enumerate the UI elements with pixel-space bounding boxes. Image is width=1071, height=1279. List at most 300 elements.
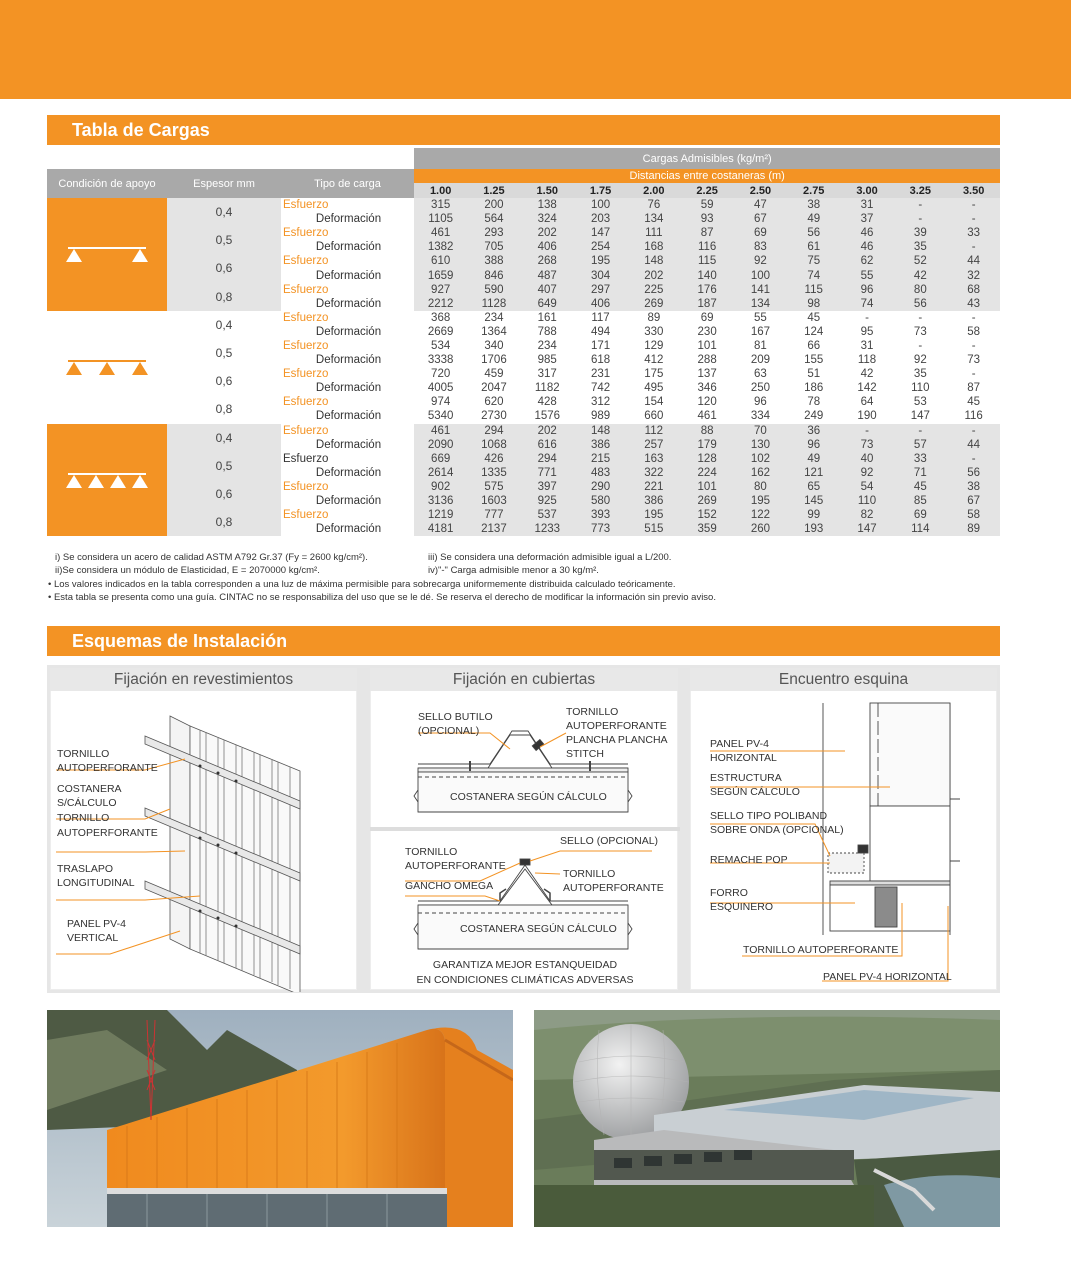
load-value: 580 xyxy=(574,494,627,508)
load-value: 53 xyxy=(894,395,947,409)
support-condition-icon xyxy=(62,244,152,264)
label-tornillo-right-b: AUTOPERFORANTE xyxy=(563,882,664,894)
load-value: 31 xyxy=(840,198,893,212)
load-value: 1382 xyxy=(414,240,467,254)
load-value: 487 xyxy=(521,268,574,282)
load-value: 51 xyxy=(787,367,840,381)
load-value: 386 xyxy=(627,494,680,508)
load-value: 176 xyxy=(680,283,733,297)
section-title-tabla: Tabla de Cargas xyxy=(47,115,1000,145)
espesor-cell: 0,8 xyxy=(167,283,281,311)
load-value: 65 xyxy=(787,480,840,494)
label-sello-butilo-opc: (OPCIONAL) xyxy=(418,725,480,737)
label-estructura-b: SEGÚN CÁLCULO xyxy=(710,786,800,798)
load-value: 116 xyxy=(680,240,733,254)
load-value: 459 xyxy=(467,367,520,381)
load-value: 660 xyxy=(627,409,680,423)
load-value: 393 xyxy=(574,508,627,522)
load-type-label: Deformación xyxy=(281,325,414,339)
load-value: 82 xyxy=(840,508,893,522)
load-value: 346 xyxy=(680,381,733,395)
header-span: 3.50 xyxy=(947,183,1000,198)
label-panel-pv4-b: HORIZONTAL xyxy=(710,752,777,764)
note-1: i) Se considera un acero de calidad ASTM A792 Gr.37 (Fy = 2600 kg/cm²). xyxy=(55,552,368,563)
load-value: 610 xyxy=(414,254,467,268)
table-row xyxy=(47,283,1000,297)
load-value: 2614 xyxy=(414,466,467,480)
load-value: 73 xyxy=(840,438,893,452)
load-value: 64 xyxy=(840,395,893,409)
load-value: 288 xyxy=(680,353,733,367)
espesor-cell: 0,5 xyxy=(167,339,281,367)
espesor-cell: 0,5 xyxy=(167,226,281,254)
header-span: 1.25 xyxy=(467,183,520,198)
load-type-label: Esfuerzo xyxy=(281,395,414,409)
table-row xyxy=(47,339,1000,353)
load-value: 330 xyxy=(627,325,680,339)
load-value: 138 xyxy=(521,198,574,212)
load-value: 317 xyxy=(521,367,574,381)
load-value: 186 xyxy=(787,381,840,395)
load-value: 304 xyxy=(574,268,627,282)
load-value: 163 xyxy=(627,452,680,466)
load-value: 81 xyxy=(734,339,787,353)
load-value: 221 xyxy=(627,480,680,494)
load-value: 102 xyxy=(734,452,787,466)
load-type-label: Esfuerzo xyxy=(281,452,414,466)
load-type-label: Deformación xyxy=(281,438,414,452)
load-value: 83 xyxy=(734,240,787,254)
load-type-label: Esfuerzo xyxy=(281,283,414,297)
load-value: 42 xyxy=(840,367,893,381)
load-value: 148 xyxy=(627,254,680,268)
diagram-esquina xyxy=(689,667,998,991)
load-type-label: Deformación xyxy=(281,212,414,226)
label-tornillo-3b: AUTOPERFORANTE xyxy=(57,827,158,839)
load-value: 788 xyxy=(521,325,574,339)
load-type-label: Deformación xyxy=(281,494,414,508)
diagram-cubiertas xyxy=(369,667,679,991)
load-value: 46 xyxy=(840,226,893,240)
espesor-cell: 0,6 xyxy=(167,480,281,508)
load-value: 43 xyxy=(947,297,1000,311)
photo-orange-building xyxy=(47,1010,513,1227)
label-tornillo-top-a: TORNILLO xyxy=(566,706,619,718)
load-value: 73 xyxy=(947,353,1000,367)
load-value: 649 xyxy=(521,297,574,311)
load-value: 925 xyxy=(521,494,574,508)
header-span: 2.50 xyxy=(734,183,787,198)
load-type-label: Deformación xyxy=(281,353,414,367)
header-span: 2.75 xyxy=(787,183,840,198)
support-triangle xyxy=(132,249,148,262)
load-type-label: Esfuerzo xyxy=(281,424,414,438)
load-value: 202 xyxy=(521,424,574,438)
load-value: 494 xyxy=(574,325,627,339)
load-value: 209 xyxy=(734,353,787,367)
load-value: 359 xyxy=(680,522,733,536)
load-value: 2047 xyxy=(467,381,520,395)
load-value: 1335 xyxy=(467,466,520,480)
espesor-cell: 0,6 xyxy=(167,254,281,282)
label-panel-b: VERTICAL xyxy=(67,932,119,944)
load-value: 1659 xyxy=(414,268,467,282)
load-value: 100 xyxy=(574,198,627,212)
load-value: 257 xyxy=(627,438,680,452)
load-value: 720 xyxy=(414,367,467,381)
load-value: 225 xyxy=(627,283,680,297)
label-panel-a: PANEL PV-4 xyxy=(67,918,126,930)
load-value: - xyxy=(947,311,1000,325)
header-span: 2.25 xyxy=(680,183,733,198)
load-value: 95 xyxy=(840,325,893,339)
load-value: 461 xyxy=(414,226,467,240)
load-value: 1068 xyxy=(467,438,520,452)
load-value: 742 xyxy=(574,381,627,395)
header-span: 3.00 xyxy=(840,183,893,198)
load-value: 137 xyxy=(680,367,733,381)
table-row xyxy=(47,452,1000,466)
load-value: 162 xyxy=(734,466,787,480)
label-garantiza-b: EN CONDICIONES CLIMÁTICAS ADVERSAS xyxy=(416,974,634,986)
label-forro-b: ESQUINERO xyxy=(710,901,774,913)
load-value: 234 xyxy=(521,339,574,353)
load-value: 68 xyxy=(947,283,1000,297)
load-value: 58 xyxy=(947,325,1000,339)
espesor-cell: 0,8 xyxy=(167,508,281,536)
diagram-revestimientos-drawing xyxy=(50,691,359,992)
load-value: 128 xyxy=(680,452,733,466)
support-triangle xyxy=(66,362,82,375)
photo-dome-building xyxy=(534,1010,1000,1227)
load-type-label: Esfuerzo xyxy=(281,508,414,522)
load-value: 974 xyxy=(414,395,467,409)
load-value: 461 xyxy=(680,409,733,423)
load-value: 52 xyxy=(894,254,947,268)
load-value: - xyxy=(947,198,1000,212)
load-value: 45 xyxy=(894,480,947,494)
load-value: 315 xyxy=(414,198,467,212)
load-value: 101 xyxy=(680,339,733,353)
load-value: 142 xyxy=(840,381,893,395)
label-tornillo-1a: TORNILLO xyxy=(57,748,110,760)
load-value: 38 xyxy=(947,480,1000,494)
load-value: 4181 xyxy=(414,522,467,536)
label-tornillo-3a: TORNILLO xyxy=(57,812,110,824)
load-value: 63 xyxy=(734,367,787,381)
load-value: 260 xyxy=(734,522,787,536)
load-value: 49 xyxy=(787,212,840,226)
load-value: 89 xyxy=(627,311,680,325)
load-value: 179 xyxy=(680,438,733,452)
load-value: 44 xyxy=(947,438,1000,452)
load-value: 134 xyxy=(627,212,680,226)
load-value: 902 xyxy=(414,480,467,494)
load-value: 71 xyxy=(894,466,947,480)
load-value: 1706 xyxy=(467,353,520,367)
label-sello-opcional: SELLO (OPCIONAL) xyxy=(560,835,659,847)
load-value: 203 xyxy=(574,212,627,226)
load-value: 58 xyxy=(947,508,1000,522)
load-value: 122 xyxy=(734,508,787,522)
espesor-cell: 0,4 xyxy=(167,311,281,339)
load-value: 92 xyxy=(840,466,893,480)
espesor-cell: 0,4 xyxy=(167,198,281,226)
load-value: 669 xyxy=(414,452,467,466)
header-span: 1.50 xyxy=(521,183,574,198)
load-value: - xyxy=(947,367,1000,381)
support-triangle xyxy=(132,362,148,375)
header-blank xyxy=(47,148,414,169)
load-value: 846 xyxy=(467,268,520,282)
diagram-title-cubiertas: Fijación en cubiertas xyxy=(370,668,678,691)
load-value: 121 xyxy=(787,466,840,480)
espesor-cell: 0,8 xyxy=(167,395,281,423)
load-value: 224 xyxy=(680,466,733,480)
load-value: 386 xyxy=(574,438,627,452)
header-espesor: Espesor mm xyxy=(167,169,281,198)
load-value: 45 xyxy=(787,311,840,325)
load-type-label: Deformación xyxy=(281,240,414,254)
load-value: 293 xyxy=(467,226,520,240)
load-value: 148 xyxy=(574,424,627,438)
support-triangle xyxy=(66,249,82,262)
load-value: 249 xyxy=(787,409,840,423)
label-traslapo-b: LONGITUDINAL xyxy=(57,877,135,889)
load-value: 985 xyxy=(521,353,574,367)
load-value: 190 xyxy=(840,409,893,423)
load-value: - xyxy=(894,212,947,226)
load-value: 616 xyxy=(521,438,574,452)
label-tornillo-autoperforante: TORNILLO AUTOPERFORANTE xyxy=(743,944,899,956)
load-value: 93 xyxy=(680,212,733,226)
label-panel-pv4-a: PANEL PV-4 xyxy=(710,738,769,750)
load-type-label: Esfuerzo xyxy=(281,198,414,212)
load-value: 117 xyxy=(574,311,627,325)
load-value: 340 xyxy=(467,339,520,353)
label-sello-poliband-a: SELLO TIPO POLIBAND xyxy=(710,810,828,822)
load-value: 147 xyxy=(840,522,893,536)
label-estructura-a: ESTRUCTURA xyxy=(710,772,782,784)
load-value: 35 xyxy=(894,367,947,381)
load-value: 89 xyxy=(947,522,1000,536)
load-value: 461 xyxy=(414,424,467,438)
load-value: 54 xyxy=(840,480,893,494)
load-type-label: Esfuerzo xyxy=(281,254,414,268)
load-value: 1128 xyxy=(467,297,520,311)
load-value: 2669 xyxy=(414,325,467,339)
load-type-label: Esfuerzo xyxy=(281,226,414,240)
load-value: 152 xyxy=(680,508,733,522)
label-sello-poliband-b: SOBRE ONDA (OPCIONAL) xyxy=(710,824,844,836)
load-table xyxy=(47,148,1000,536)
load-value: 44 xyxy=(947,254,1000,268)
table-row xyxy=(47,395,1000,409)
load-value: 69 xyxy=(734,226,787,240)
load-value: 49 xyxy=(787,452,840,466)
load-value: 406 xyxy=(521,240,574,254)
load-value: 80 xyxy=(734,480,787,494)
load-value: 4005 xyxy=(414,381,467,395)
load-value: 215 xyxy=(574,452,627,466)
label-costanera-bot: COSTANERA SEGÚN CÁLCULO xyxy=(460,923,617,935)
load-value: 118 xyxy=(840,353,893,367)
load-value: 175 xyxy=(627,367,680,381)
load-value: 426 xyxy=(467,452,520,466)
load-type-label: Esfuerzo xyxy=(281,367,414,381)
load-value: 483 xyxy=(574,466,627,480)
label-tornillo-right-a: TORNILLO xyxy=(563,868,616,880)
load-value: 297 xyxy=(574,283,627,297)
load-value: 193 xyxy=(787,522,840,536)
load-value: 124 xyxy=(787,325,840,339)
load-value: 2090 xyxy=(414,438,467,452)
load-value: 254 xyxy=(574,240,627,254)
load-value: 564 xyxy=(467,212,520,226)
load-value: 195 xyxy=(734,494,787,508)
load-value: 55 xyxy=(840,268,893,282)
support-condition-cell xyxy=(47,424,167,537)
load-value: 202 xyxy=(521,226,574,240)
load-value: - xyxy=(947,240,1000,254)
table-row xyxy=(47,226,1000,240)
load-value: 62 xyxy=(840,254,893,268)
load-value: 1233 xyxy=(521,522,574,536)
load-value: 134 xyxy=(734,297,787,311)
note-2: ii)Se considera un módulo de Elasticidad, E = 2070000 kg/cm². xyxy=(55,565,320,576)
header-tipo: Tipo de carga xyxy=(281,169,414,198)
load-value: 167 xyxy=(734,325,787,339)
load-type-label: Esfuerzo xyxy=(281,339,414,353)
espesor-cell: 0,4 xyxy=(167,424,281,452)
load-value: 231 xyxy=(574,367,627,381)
load-value: 3136 xyxy=(414,494,467,508)
label-costanera-a: COSTANERA xyxy=(57,783,122,795)
load-value: 88 xyxy=(680,424,733,438)
load-value: 230 xyxy=(680,325,733,339)
load-value: 55 xyxy=(734,311,787,325)
support-triangle xyxy=(66,475,82,488)
table-row xyxy=(47,311,1000,325)
load-value: 56 xyxy=(787,226,840,240)
load-value: 195 xyxy=(574,254,627,268)
load-value: 38 xyxy=(787,198,840,212)
load-value: 1105 xyxy=(414,212,467,226)
load-value: 37 xyxy=(840,212,893,226)
label-panel-horizontal: PANEL PV-4 HORIZONTAL xyxy=(823,971,952,983)
load-value: 368 xyxy=(414,311,467,325)
load-value: - xyxy=(894,424,947,438)
note-3: iii) Se considera una deformación admisible igual a L/200. xyxy=(428,552,672,563)
load-value: 129 xyxy=(627,339,680,353)
diagram-title-revestimientos: Fijación en revestimientos xyxy=(50,668,357,691)
load-value: 87 xyxy=(947,381,1000,395)
load-value: 116 xyxy=(947,409,1000,423)
load-value: 115 xyxy=(680,254,733,268)
support-condition-icon xyxy=(62,470,152,490)
diagram-title-esquina: Encuentro esquina xyxy=(690,668,997,691)
load-type-label: Esfuerzo xyxy=(281,480,414,494)
note-4: iv)"-" Carga admisible menor a 30 kg/m². xyxy=(428,565,599,576)
load-value: 1219 xyxy=(414,508,467,522)
load-value: 96 xyxy=(734,395,787,409)
load-value: 110 xyxy=(894,381,947,395)
load-value: 73 xyxy=(894,325,947,339)
load-value: 145 xyxy=(787,494,840,508)
load-value: 120 xyxy=(680,395,733,409)
header-condicion: Condición de apoyo xyxy=(47,169,167,198)
support-triangle xyxy=(132,475,148,488)
load-value: 195 xyxy=(627,508,680,522)
load-value: 234 xyxy=(467,311,520,325)
load-value: 47 xyxy=(734,198,787,212)
section-title-esquemas: Esquemas de Instalación xyxy=(47,626,1000,656)
load-value: 334 xyxy=(734,409,787,423)
table-row xyxy=(47,367,1000,381)
load-value: 1603 xyxy=(467,494,520,508)
load-value: 69 xyxy=(680,311,733,325)
load-value: 250 xyxy=(734,381,787,395)
load-value: 141 xyxy=(734,283,787,297)
load-value: 67 xyxy=(947,494,1000,508)
load-value: 154 xyxy=(627,395,680,409)
load-value: 2730 xyxy=(467,409,520,423)
label-tornillo-bot-a: TORNILLO xyxy=(405,846,458,858)
load-value: 515 xyxy=(627,522,680,536)
load-value: 5340 xyxy=(414,409,467,423)
support-triangle xyxy=(99,362,115,375)
load-value: 114 xyxy=(894,522,947,536)
label-tornillo-1b: AUTOPERFORANTE xyxy=(57,762,158,774)
load-value: 61 xyxy=(787,240,840,254)
load-value: 57 xyxy=(894,438,947,452)
header-span: 3.25 xyxy=(894,183,947,198)
label-tornillo-bot-b: AUTOPERFORANTE xyxy=(405,860,506,872)
support-condition-cell xyxy=(47,311,167,424)
load-value: 111 xyxy=(627,226,680,240)
label-sello-butilo: SELLO BUTILO xyxy=(418,711,493,723)
espesor-cell: 0,6 xyxy=(167,367,281,395)
load-value: 534 xyxy=(414,339,467,353)
load-value: 407 xyxy=(521,283,574,297)
header-span: 1.00 xyxy=(414,183,467,198)
load-value: 67 xyxy=(734,212,787,226)
header-cargas: Cargas Admisibles (kg/m²) xyxy=(414,148,1000,169)
table-row xyxy=(47,480,1000,494)
header-distancias: Distancias entre costaneras (m) xyxy=(414,169,1000,183)
load-value: 45 xyxy=(947,395,1000,409)
diagram-esquina-drawing xyxy=(690,691,999,992)
note-6: • Esta tabla se presenta como una guía. CINTAC no se responsabiliza del uso que se le dé. Se reserva el derecho de modificar la información sin previo aviso. xyxy=(48,592,716,603)
load-value: 777 xyxy=(467,508,520,522)
header-span: 1.75 xyxy=(574,183,627,198)
load-value: 397 xyxy=(521,480,574,494)
load-value: 92 xyxy=(894,353,947,367)
load-value: 35 xyxy=(894,240,947,254)
load-value: 101 xyxy=(680,480,733,494)
load-value: 110 xyxy=(840,494,893,508)
load-value: 2137 xyxy=(467,522,520,536)
load-value: 96 xyxy=(840,283,893,297)
support-condition-icon xyxy=(62,357,152,377)
load-value: - xyxy=(947,339,1000,353)
load-type-label: Deformación xyxy=(281,466,414,480)
label-tornillo-top-d: STITCH xyxy=(566,748,604,760)
load-value: 92 xyxy=(734,254,787,268)
load-value: 140 xyxy=(680,268,733,282)
load-value: 31 xyxy=(840,339,893,353)
load-value: 1364 xyxy=(467,325,520,339)
